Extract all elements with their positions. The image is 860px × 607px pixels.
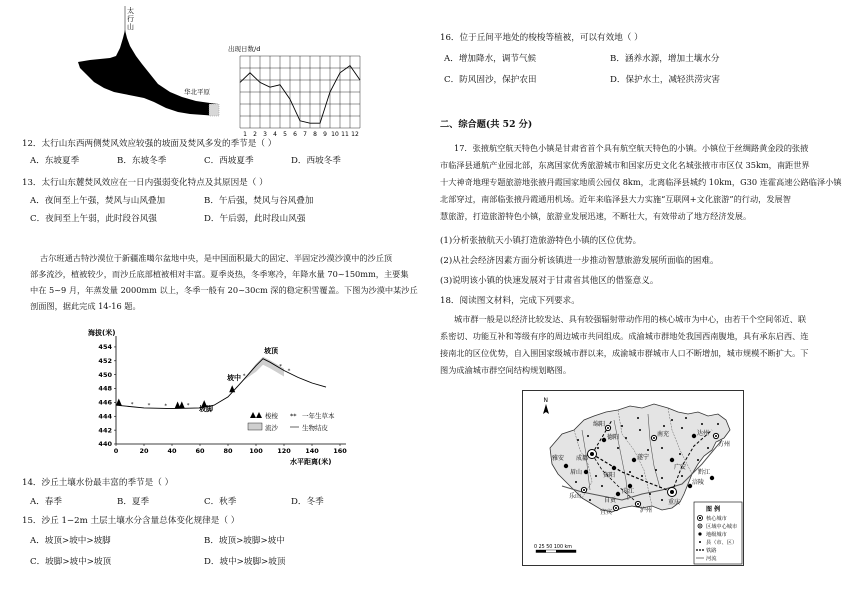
days-chart-ylabel: 出现日数/d: [228, 45, 261, 53]
county-dot: [661, 447, 663, 449]
q12-option-d[interactable]: D．西坡冬季: [291, 156, 341, 166]
q12-option-b[interactable]: B．东坡冬季: [117, 156, 167, 166]
q18-line-4: 图为成渝城市群空间结构规划略图。: [440, 365, 572, 375]
saxaul-mark: [116, 398, 122, 405]
dune-x-tick: 80: [223, 447, 233, 455]
county-dot: [679, 453, 681, 455]
q17-sub2: (2)从社会经济因素方面分析该镇进一步推动智慧旅游发展所面临的困难。: [440, 256, 719, 266]
q14-option-c[interactable]: C．秋季: [204, 497, 237, 507]
dune-y-tick: 446: [98, 398, 112, 407]
county-dot: [707, 447, 709, 449]
map-legend-item-1: 区域中心城市: [706, 524, 738, 530]
days-x-tick: 6: [293, 131, 297, 136]
q16-stem: 16．位于丘间平地处的梭梭等植被，可以有效地（ ）: [440, 33, 643, 43]
county-dot: [717, 423, 719, 425]
legend-sand-label: 流沙: [265, 424, 278, 432]
dune-x-tick: 60: [195, 447, 205, 455]
county-dot: [671, 419, 673, 421]
dune-vegetation-marks: [116, 364, 291, 410]
map-scale-label: 0 25 50 100 km: [534, 545, 572, 550]
svg-text:绵阳: 绵阳: [593, 421, 606, 428]
q12-stem: 12．太行山东西两侧焚风效应较强的坡面及焚风多发的季节是（ ）: [22, 139, 277, 149]
section2-title: 二、综合题(共 52 分): [440, 119, 533, 130]
dune-y-tick: 452: [98, 357, 112, 365]
q14-option-b[interactable]: B．夏季: [117, 497, 150, 507]
chengyu-map-figure: [522, 390, 744, 566]
county-dot: [589, 499, 591, 501]
herb-mark: *: [130, 401, 134, 408]
dune-y-ticks: [98, 343, 116, 448]
county-dot: [595, 475, 597, 477]
days-x-tick: 5: [283, 131, 287, 136]
county-dot: [697, 459, 699, 461]
terrain-profile-figure: [78, 4, 228, 126]
svg-text:南充: 南充: [657, 431, 670, 438]
legend-sand-icon: [248, 423, 262, 430]
dune-y-tick: 444: [98, 412, 112, 421]
herb-mark: *: [279, 363, 282, 370]
county-dot: [617, 447, 619, 449]
q18-stem: 18．阅读图文材料，完成下列要求。: [440, 296, 580, 306]
county-dot: [701, 423, 703, 425]
map-legend-title: 图 例: [706, 506, 721, 513]
svg-text:成都: 成都: [576, 455, 589, 462]
dune-label-top: 坡顶: [264, 347, 278, 355]
county-dot: [629, 471, 631, 473]
days-x-tick: 2: [253, 131, 257, 136]
dune-x-tick: 120: [277, 447, 291, 455]
dune-ylabel: 海拔(米): [88, 329, 116, 337]
svg-text:泸州: 泸州: [640, 507, 653, 514]
herb-mark: *: [242, 373, 246, 380]
county-dot: [621, 425, 623, 427]
county-dot: [601, 485, 603, 487]
herb-mark: *: [147, 403, 151, 410]
svg-text:万州: 万州: [718, 441, 731, 448]
dune-legend: [248, 411, 335, 432]
svg-text:乐山: 乐山: [569, 493, 582, 500]
county-dot: [661, 499, 663, 501]
q13-option-b[interactable]: B．午后强，焚风与谷风叠加: [204, 196, 314, 206]
dune-x-tick: 40: [167, 447, 177, 455]
herb-mark: *: [164, 403, 168, 410]
legend-herb-icon: **: [290, 412, 297, 420]
passage-line-2: 部多流沙，植被较少，而沙丘底部植被相对丰富。夏季炎热，冬季寒冷，年降水量 70~150mm，主要集: [30, 269, 409, 279]
county-dot: [577, 439, 579, 441]
svg-text:N: N: [543, 397, 548, 404]
q16-option-b[interactable]: B．涵养水源，增加土壤水分: [610, 54, 720, 64]
svg-text:重庆: 重庆: [668, 499, 681, 506]
q13-option-a[interactable]: A．夜间至上午强，焚风与山风叠加: [30, 196, 166, 206]
map-legend-item-5: 河流: [706, 556, 717, 562]
right-column: [430, 0, 860, 607]
svg-text:资阳: 资阳: [603, 472, 616, 479]
county-dot: [661, 477, 663, 479]
passage-line-3: 中在 5~9 月，年蒸发量 2000mm 以上，冬季一般有 20~30cm 深的稳定积雪覆盖。下图为沙漠中某沙丘: [30, 285, 418, 295]
q16-option-a[interactable]: A．增加降水，调节气候: [444, 54, 537, 64]
q16-option-c[interactable]: C．防风固沙，保护农田: [444, 75, 537, 85]
legend-crust-label: 生物结皮: [302, 424, 328, 432]
dune-y-tick: 450: [98, 370, 112, 379]
taihang-label-2: 行: [127, 15, 134, 23]
dune-label-foot: 坡脚: [199, 405, 213, 413]
days-chart-x-ticks: [243, 131, 359, 136]
county-dot: [649, 493, 651, 495]
taihang-label-3: 山: [127, 23, 134, 31]
map-legend-item-2: 地级城市: [706, 532, 727, 538]
county-dot: [641, 475, 643, 477]
dune-y-tick: 440: [98, 440, 112, 449]
taihang-label-1: 太: [127, 7, 134, 15]
days-x-tick: 4: [273, 131, 277, 136]
herb-mark: *: [287, 368, 291, 375]
svg-text:遂宁: 遂宁: [637, 454, 650, 461]
q15-option-b[interactable]: B．坡顶>坡脚>坡中: [204, 536, 285, 546]
dune-x-tick: 140: [305, 447, 319, 455]
county-dot: [597, 447, 599, 449]
svg-text:涪陵: 涪陵: [692, 479, 705, 486]
svg-text:广安: 广安: [674, 464, 687, 471]
dune-x-ticks: [114, 444, 348, 455]
legend-saxaul-label: 梭梭: [265, 412, 278, 420]
map-legend-item-0: 核心城市: [706, 516, 727, 522]
q17-line-2: 市临泽县通航产业园北部，东离国家优秀旅游城市和国家历史文化名城张掖市市区仅 35km，南距世界: [440, 160, 810, 170]
county-dot: [575, 481, 577, 483]
q18-line-1: 城市群一般是以经济比较发达、具有较强辐射带动作用的核心城市为中心，由若干个空间邻近、联: [454, 314, 807, 324]
saxaul-mark: [229, 385, 235, 392]
q18-line-2: 系密切、功能互补和等级有序的周边城市共同组成。成渝城市群地处我国西南腹地，具有承东启西、连: [440, 331, 809, 341]
county-dot: [639, 429, 641, 431]
q14-option-d[interactable]: D．冬季: [291, 497, 324, 507]
county-dot: [587, 435, 589, 437]
county-dot: [647, 449, 649, 451]
dune-surface-line: [116, 359, 326, 409]
q15-option-a[interactable]: A．坡顶>坡中>坡脚: [30, 536, 111, 546]
q17-sub3: (3)说明该小镇的快速发展对于甘肃省其他区的借鉴意义。: [440, 276, 659, 286]
svg-text:眉山: 眉山: [570, 469, 583, 476]
q13-option-c[interactable]: C．夜间至上午弱，此时段谷风强: [30, 214, 157, 224]
days-x-tick: 7: [303, 131, 307, 136]
county-dot: [681, 427, 683, 429]
q15-option-d[interactable]: D．坡中>坡脚>坡顶: [204, 557, 286, 567]
svg-text:内江: 内江: [622, 488, 635, 495]
map-legend-item-3: 县（市、区）: [706, 540, 738, 546]
county-dot: [681, 475, 683, 477]
dune-label-mid: 坡中: [227, 374, 241, 382]
dune-sand-area: [242, 357, 284, 382]
days-x-tick: 11: [341, 131, 349, 136]
dune-profile-figure: [86, 326, 356, 468]
q15-stem: 15．沙丘 1−2m 土层土壤水分含量总体变化规律是（ ）: [22, 516, 240, 526]
days-x-tick: 9: [323, 131, 327, 136]
svg-text:雅安: 雅安: [552, 455, 565, 462]
legend-herb-label: 一年生草本: [302, 412, 335, 420]
q17-line-4: 北部穿过，南部临张掖丹霞通用机场。近年来临泽县大力实施“互联网+文化旅游”的行动，发展智: [440, 194, 791, 204]
herb-mark: *: [186, 403, 190, 410]
days-x-tick: 10: [331, 131, 339, 136]
huabei-label: 华北平原: [184, 88, 210, 96]
days-x-tick: 12: [351, 131, 359, 136]
q17-line-1: 17．张掖航空航天特色小镇是甘肃省首个具有航空航天特色的小镇。小镇位于丝绸路黄金段的张掖: [454, 143, 809, 153]
q12-option-c[interactable]: C．西坡夏季: [204, 156, 254, 166]
map-scale-bar: [534, 544, 576, 553]
county-dot: [625, 437, 627, 439]
foehn-days-chart: [226, 44, 376, 136]
q18-line-3: 接南北的区位优势，自入围国家级城市群以来，成渝城市群城市人口不断增加，城市规模不断扩大。下: [440, 348, 809, 358]
county-dot: [637, 417, 639, 419]
terrain-profile-shape: [78, 30, 219, 116]
q14-option-a[interactable]: A．春季: [30, 497, 62, 507]
map-legend-item-4: 铁路: [706, 548, 717, 554]
q15-option-c[interactable]: C．坡脚>坡中>坡顶: [30, 557, 112, 567]
map-legend: [694, 502, 742, 564]
dune-xlabel: 水平距离(米): [290, 458, 332, 466]
svg-text:黔江: 黔江: [698, 469, 711, 476]
dune-x-tick: 160: [333, 447, 347, 455]
days-x-tick: 8: [313, 131, 317, 136]
q13-stem: 13．太行山东麓焚风效应在一日内强弱变化特点及其原因是（ ）: [22, 178, 268, 188]
saxaul-mark: [179, 401, 185, 408]
dune-x-tick: 0: [113, 447, 119, 455]
dune-y-tick: 442: [98, 426, 112, 435]
dune-y-tick: 454: [98, 343, 112, 352]
q13-option-d[interactable]: D．午后弱，此时段山风强: [204, 214, 306, 224]
days-chart-grid: [240, 56, 360, 128]
q14-stem: 14．沙丘土壤水份最丰富的季节是（ ）: [22, 478, 174, 488]
svg-text:宜宾: 宜宾: [600, 509, 613, 516]
q17-line-5: 慧旅游，打造旅游特色小镇，旅游业发展迅速，不断壮大，有效带动了地方经济发展。: [440, 211, 752, 221]
svg-text:自贡: 自贡: [604, 497, 617, 504]
days-x-tick: 1: [243, 131, 247, 136]
q17-line-3: 十大神奇地理专题旅游地张掖丹霞国家地质公园仅 8km，北离临泽县城约 10km，G30 连霍高速公路临泽小镇: [440, 177, 842, 187]
passage-line-4: 剖面图，据此完成 14-16 题。: [30, 301, 141, 311]
svg-text:达州: 达州: [697, 430, 710, 437]
county-dot: [685, 417, 687, 419]
huangtu-label: 黄土高原: [84, 49, 110, 57]
q12-option-a[interactable]: A．东坡夏季: [30, 156, 80, 166]
svg-text:德阳: 德阳: [607, 434, 620, 441]
q17-sub1: (1)分析张掖航天小镇打造旅游特色小镇的区位优势。: [440, 236, 642, 246]
dune-x-tick: 100: [249, 447, 263, 455]
dune-x-tick: 20: [139, 447, 149, 455]
q16-option-d[interactable]: D．保护水土，减轻洪涝灾害: [610, 75, 721, 85]
days-x-tick: 3: [263, 131, 267, 136]
county-dot: [655, 469, 657, 471]
legend-saxaul-icon: [250, 412, 262, 418]
passage-line-1: 古尔班通古特沙漠位于新疆准噶尔盆地中央，是中国面积最大的固定、半固定沙漠沙漠中的沙丘顶: [40, 253, 393, 263]
county-dot: [663, 425, 665, 427]
dune-y-tick: 448: [98, 384, 112, 393]
